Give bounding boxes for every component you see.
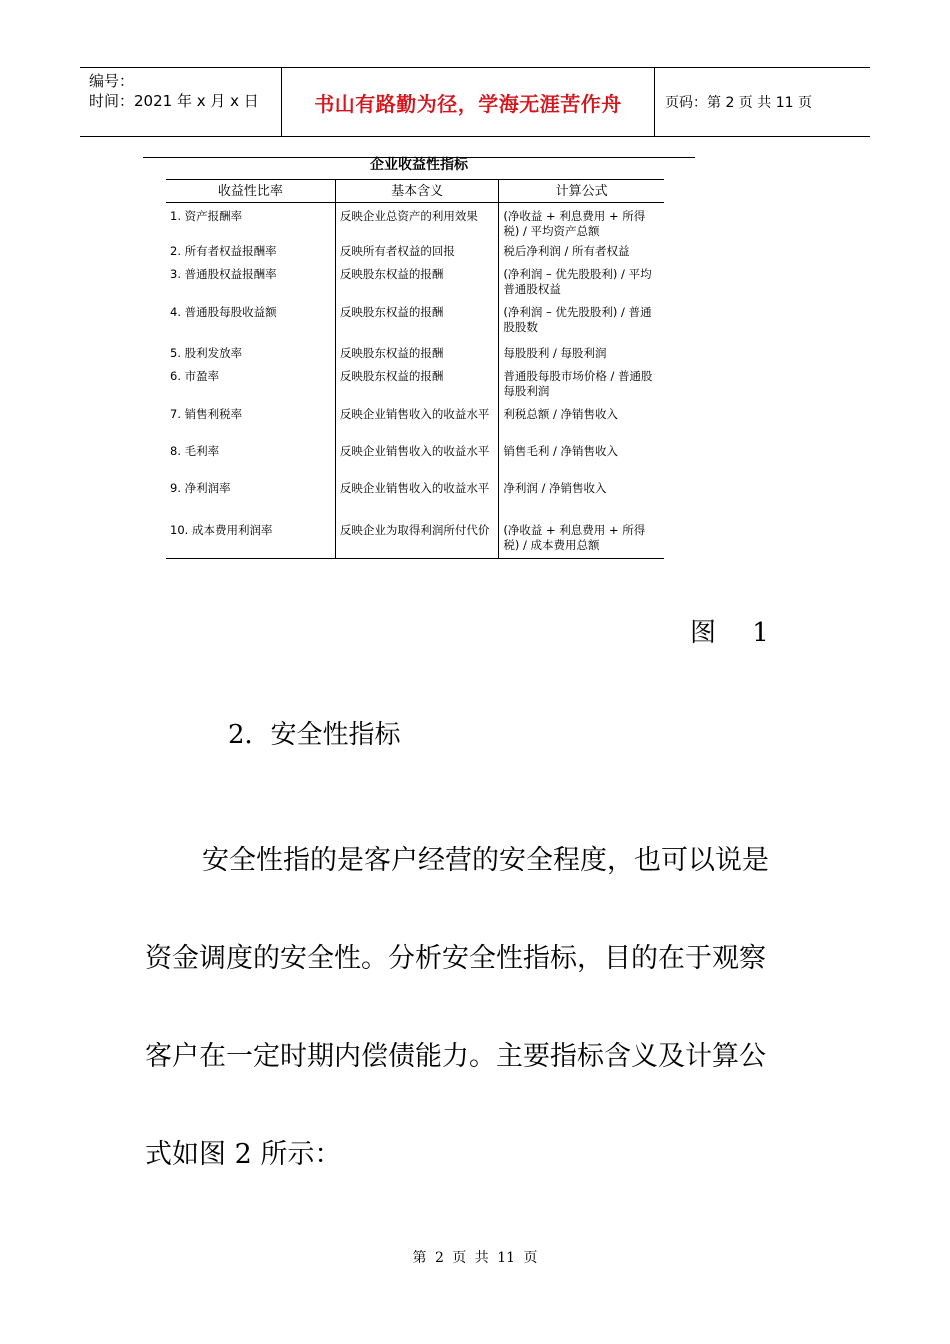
table-cell: 反映企业总资产的利用效果 xyxy=(335,203,499,240)
figure-caption: 图 1 xyxy=(690,618,783,648)
table-cell: 普通股每股市场价格 / 普通股每股利润 xyxy=(499,365,664,403)
table-row xyxy=(166,263,664,301)
table-row xyxy=(166,301,664,342)
table-cell: (净利润 – 优先股股利) / 普通股股数 xyxy=(499,301,664,342)
table-cell: 7. 销售利税率 xyxy=(170,406,243,421)
table-row xyxy=(166,365,664,403)
table-cell: (净收益 + 利息费用 + 所得税) / 平均资产总额 xyxy=(499,203,664,240)
table-cell: (净收益 + 利息费用 + 所得税) / 成本费用总额 xyxy=(499,519,664,559)
table-cell: 2. 所有者权益报酬率 xyxy=(170,243,277,258)
table-cell: 反映企业销售收入的收益水平 xyxy=(335,440,499,477)
header-page-info: 页码：第 2 页 共 11 页 xyxy=(665,95,812,111)
table-cell: 销售毛利 / 净销售收入 xyxy=(499,440,664,477)
table-row xyxy=(166,440,664,477)
table-cell: 反映股东权益的报酬 xyxy=(335,263,499,301)
table-row xyxy=(166,519,664,559)
table-cell: 反映股东权益的报酬 xyxy=(335,301,499,342)
paragraph-line: 客户在一定时期内偿债能力。主要指标含义及计算公 xyxy=(145,1041,766,1072)
table-cell: 净利润 / 净销售收入 xyxy=(499,477,664,519)
table-cell: (净利润 – 优先股股利) / 平均普通股权益 xyxy=(499,263,664,301)
table-cell: 反映所有者权益的回报 xyxy=(335,240,499,263)
table-row xyxy=(166,203,664,240)
table-row xyxy=(166,342,664,365)
section-paragraph xyxy=(145,812,810,1204)
page-footer: 第 2 页 共 11 页 xyxy=(412,1250,538,1266)
document-header xyxy=(80,67,870,137)
table-cell: 反映股东权益的报酬 xyxy=(335,365,499,403)
table-cell: 4. 普通股每股收益额 xyxy=(170,304,277,319)
table-row xyxy=(166,477,664,519)
column-header: 收益性比率 xyxy=(166,180,335,203)
profitability-table xyxy=(166,179,664,559)
table-cell: 反映企业销售收入的收益水平 xyxy=(335,403,499,440)
time-label: 时间：2021 年 x 月 x 日 xyxy=(89,92,259,110)
table-cell: 反映股东权益的报酬 xyxy=(335,342,499,365)
column-header: 基本含义 xyxy=(335,180,499,203)
header-motto-cell xyxy=(282,68,655,136)
number-label: 编号： xyxy=(89,72,135,90)
table-header-row xyxy=(166,180,664,203)
table-cell: 1. 资产报酬率 xyxy=(170,209,243,223)
table-body xyxy=(166,203,664,559)
table-cell: 利税总额 / 净销售收入 xyxy=(499,403,664,440)
figure-title: 企业收益性指标 xyxy=(370,157,468,173)
table-cell: 反映企业销售收入的收益水平 xyxy=(335,477,499,519)
table-cell: 税后净利润 / 所有者权益 xyxy=(499,240,664,263)
table-cell: 反映企业为取得利润所付代价 xyxy=(335,519,499,559)
table-row xyxy=(166,240,664,263)
section-heading: 2．安全性指标 xyxy=(228,720,401,750)
paragraph-line: 式如图 2 所示： xyxy=(145,1139,342,1170)
table-cell: 9. 净利润率 xyxy=(170,480,231,495)
table-cell: 6. 市盈率 xyxy=(170,368,220,383)
table-row xyxy=(166,403,664,440)
table-cell: 8. 毛利率 xyxy=(170,443,220,458)
header-meta xyxy=(80,68,282,136)
paragraph-line: 安全性指的是客户经营的安全程度，也可以说是 xyxy=(202,845,769,876)
table-cell: 5. 股利发放率 xyxy=(170,345,243,360)
table-cell: 3. 普通股权益报酬率 xyxy=(170,266,277,281)
table-cell: 每股股利 / 每股利润 xyxy=(499,342,664,365)
table-cell: 10. 成本费用利润率 xyxy=(166,519,335,559)
column-header: 计算公式 xyxy=(499,180,664,203)
paragraph-line: 资金调度的安全性。分析安全性指标，目的在于观察 xyxy=(145,943,766,974)
motto-text: 书山有路勤为径，学海无涯苦作舟 xyxy=(314,91,622,116)
